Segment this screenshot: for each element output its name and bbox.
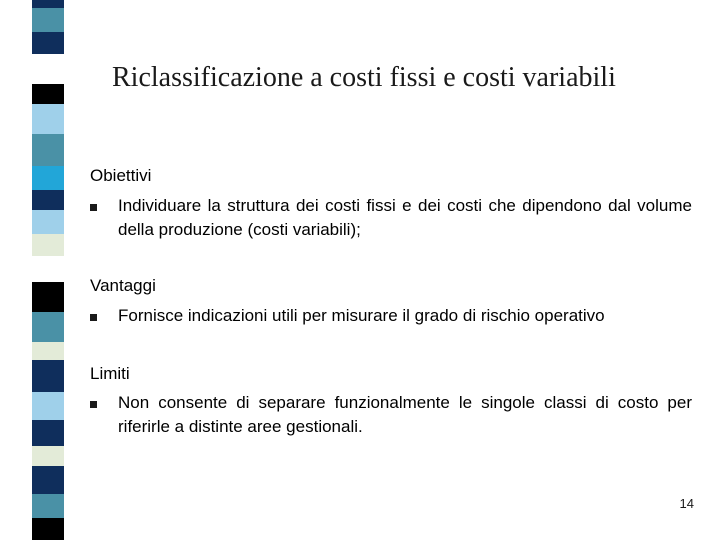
- page-number: 14: [679, 496, 694, 511]
- stripe-block: [32, 8, 64, 32]
- stripe-block: [32, 518, 64, 540]
- bullet-item-vantaggi: [90, 304, 692, 328]
- square-bullet-icon: [90, 401, 97, 408]
- slide-title: Riclassificazione a costi fissi e costi variabili: [112, 62, 616, 93]
- bullet-item-limiti: [90, 391, 692, 439]
- stripe-block: [32, 420, 64, 446]
- stripe-block: [32, 0, 64, 8]
- bullet-text: Non consente di separare funzionalmente le singole classi di costo per riferirle a distinte aree gestionali.: [118, 393, 692, 436]
- square-bullet-icon: [90, 204, 97, 211]
- decorative-stripe: [0, 0, 68, 540]
- section-heading-vantaggi: Vantaggi: [90, 276, 156, 295]
- stripe-block: [32, 166, 64, 190]
- stripe-block: [32, 494, 64, 518]
- stripe-block: [32, 210, 64, 234]
- bullet-item-obiettivi: [90, 194, 692, 242]
- stripe-block: [32, 234, 64, 256]
- bullet-text: Individuare la struttura dei costi fissi e dei costi che dipendono dal volume della produzione (costi variabili);: [118, 196, 692, 239]
- stripe-block: [32, 466, 64, 494]
- square-bullet-icon: [90, 314, 97, 321]
- section-heading-limiti: Limiti: [90, 364, 130, 383]
- stripe-block: [32, 190, 64, 210]
- stripe-block: [32, 312, 64, 342]
- stripe-block: [32, 256, 64, 282]
- stripe-block: [32, 342, 64, 360]
- stripe-block: [32, 392, 64, 420]
- stripe-block: [32, 54, 64, 84]
- stripe-block: [32, 282, 64, 312]
- stripe-block: [32, 134, 64, 166]
- stripe-block: [32, 104, 64, 134]
- stripe-block: [32, 360, 64, 392]
- stripe-block: [32, 446, 64, 466]
- bullet-text: Fornisce indicazioni utili per misurare il grado di rischio operativo: [118, 306, 605, 325]
- section-heading-obiettivi: Obiettivi: [90, 166, 152, 185]
- stripe-block: [32, 32, 64, 54]
- stripe-block: [32, 84, 64, 104]
